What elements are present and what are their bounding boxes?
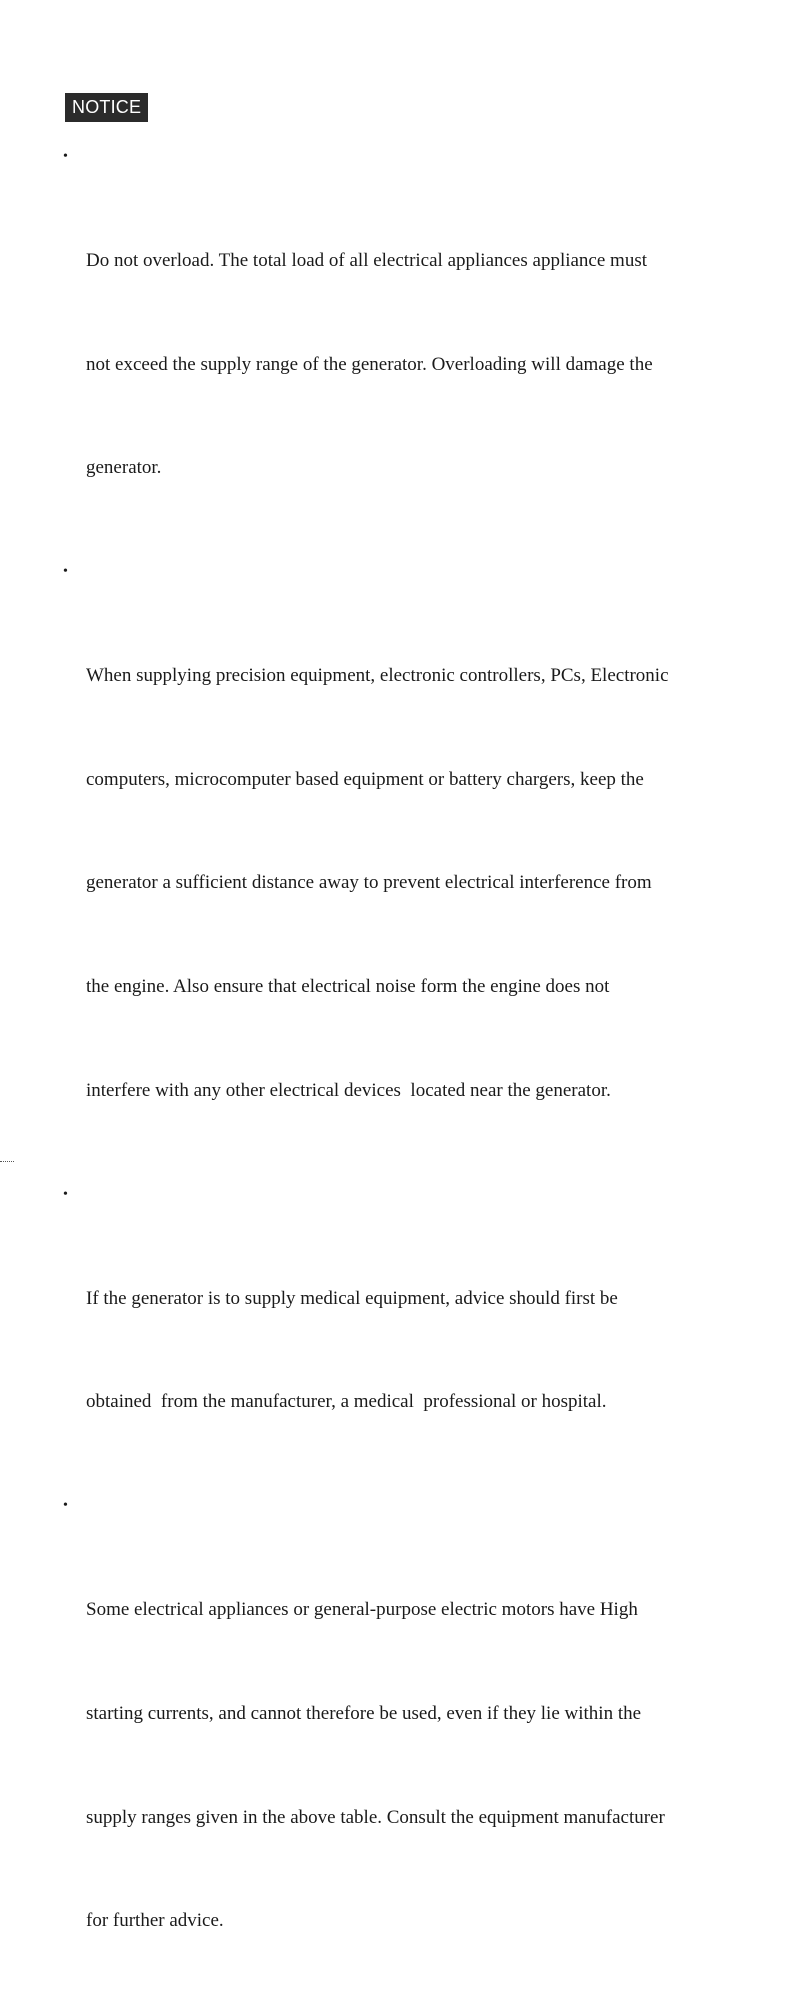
- notice-item-precision-equipment: [63, 555, 753, 1178]
- text-line: for further advice.: [86, 1910, 224, 1932]
- notice-list: [63, 140, 753, 2008]
- text-line: starting currents, and cannot therefore be used, even if they lie within the: [86, 1702, 642, 1724]
- text-line: Some electrical appliances or general-purpose electric motors have High: [86, 1598, 638, 1620]
- text-line: the engine. Also ensure that electrical noise form the engine does not: [86, 976, 610, 998]
- text-line: generator.: [86, 457, 162, 479]
- text-line: When supplying precision equipment, electronic controllers, PCs, Electronic: [86, 664, 669, 686]
- text-line: obtained from the manufacturer, a medical professional or hospital.: [86, 1391, 607, 1413]
- text-line: computers, microcomputer based equipment or battery chargers, keep the: [86, 768, 644, 790]
- page-edge-mark: [0, 1161, 14, 1163]
- text-line: not exceed the supply range of the generator. Overloading will damage the: [86, 353, 653, 375]
- notice-item-medical-equipment: [63, 1178, 753, 1489]
- text-line: interfere with any other electrical devices located near the generator.: [86, 1080, 611, 1102]
- notice-badge: NOTICE: [65, 93, 148, 122]
- text-line: If the generator is to supply medical equipment, advice should first be: [86, 1287, 618, 1309]
- bullet-icon: •: [63, 1498, 68, 1514]
- notice-item-overload: [63, 140, 753, 555]
- bullet-icon: •: [63, 1186, 68, 1202]
- bullet-icon: •: [63, 149, 68, 164]
- text-line: Do not overload. The total load of all electrical appliances appliance must: [86, 249, 648, 271]
- notice-item-starting-currents: [63, 1489, 753, 2008]
- text-line: generator a sufficient distance away to prevent electrical interference from: [86, 872, 652, 894]
- text-line: supply ranges given in the above table. Consult the equipment manufacturer: [86, 1806, 665, 1828]
- bullet-icon: •: [63, 564, 68, 580]
